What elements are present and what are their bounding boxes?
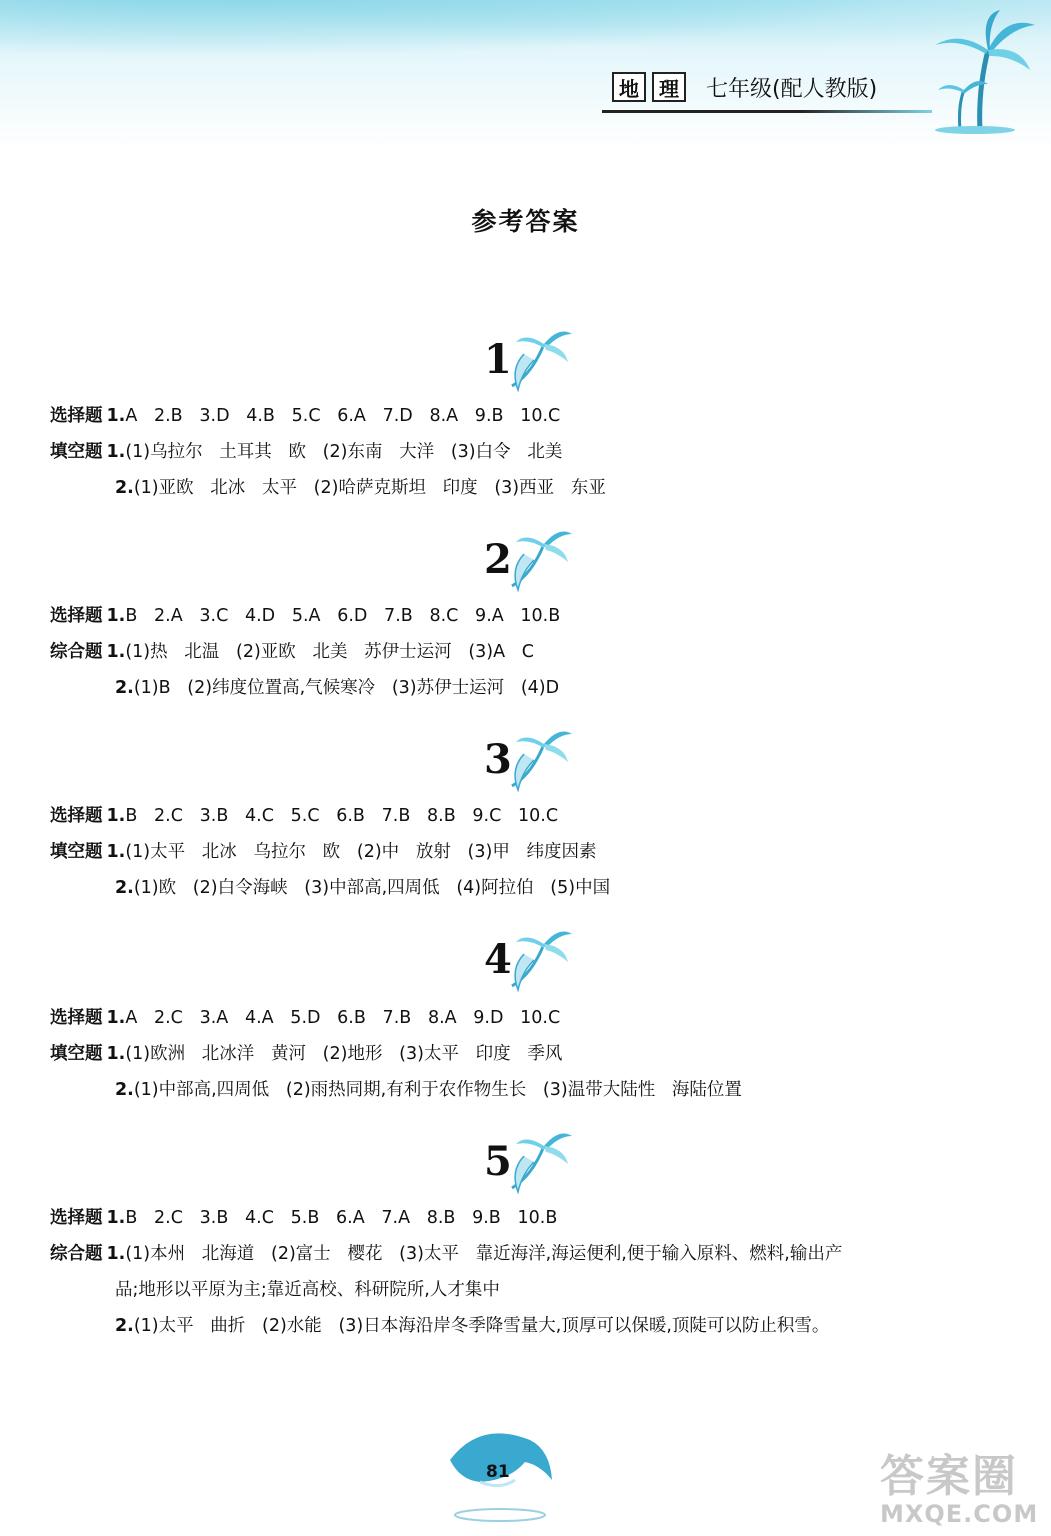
- answer-line: [115, 674, 559, 699]
- question-number: 2.: [115, 1316, 134, 1336]
- question-type: 选择题: [50, 806, 103, 826]
- question-number: 1.: [106, 1008, 126, 1028]
- question-type: 填空题: [50, 1044, 103, 1064]
- answer-text: (1)B (2)纬度位置高,气候寒冷 (3)苏伊士运河 (4)D: [133, 678, 560, 698]
- answer-text: (1)热 北温 (2)亚欧 北美 苏伊士运河 (3)A C: [125, 642, 535, 662]
- answer-line: [50, 1240, 842, 1265]
- answer-text: (1)乌拉尔 土耳其 欧 (2)东南 大洋 (3)白令 北美: [125, 442, 563, 462]
- watermark: [880, 1440, 1040, 1530]
- question-type: 选择题: [50, 606, 103, 626]
- page-title: 参考答案: [471, 207, 580, 236]
- answer-text: 品;地形以平原为主;靠近高校、科研院所,人才集中: [115, 1280, 500, 1300]
- answer-text: A 2.C 3.A 4.A 5.D 6.B 7.B 8.A 9.D 10.C: [125, 1008, 561, 1028]
- question-number: 1.: [106, 806, 126, 826]
- question-type: 选择题: [50, 1208, 103, 1228]
- unit-marker: [484, 730, 574, 790]
- palm-leaf-icon: [504, 1126, 574, 1200]
- question-type: 选择题: [50, 406, 103, 426]
- question-number: 1.: [106, 1244, 126, 1264]
- subject-box-2: 理: [652, 72, 686, 102]
- answer-text: B 2.C 3.B 4.C 5.C 6.B 7.B 8.B 9.C 10.C: [125, 806, 559, 826]
- unit-marker: [484, 330, 574, 390]
- answer-line: [50, 438, 562, 463]
- palm-leaf-icon: [504, 324, 574, 398]
- answer-line: [50, 638, 534, 663]
- unit-marker: [484, 530, 574, 590]
- answer-line: [115, 1276, 500, 1301]
- answer-line: [115, 1076, 742, 1101]
- answer-text: B 2.A 3.C 4.D 5.A 6.D 7.B 8.C 9.A 10.B: [125, 606, 561, 626]
- unit-number: 3: [484, 736, 512, 783]
- answer-line: [50, 838, 597, 863]
- answer-line: [50, 1204, 557, 1229]
- palm-tree-icon: [930, 10, 1040, 135]
- grade-label: 七年级(配人教版): [706, 77, 878, 102]
- answer-text: B 2.C 3.B 4.C 5.B 6.A 7.A 8.B 9.B 10.B: [125, 1208, 558, 1228]
- question-type: 综合题: [50, 1244, 103, 1264]
- answer-line: [50, 402, 560, 427]
- answer-line: [50, 602, 560, 627]
- question-type: 填空题: [50, 842, 103, 862]
- answer-line: [50, 1040, 562, 1065]
- question-number: 1.: [106, 642, 126, 662]
- question-type: 填空题: [50, 442, 103, 462]
- unit-number: 5: [484, 1138, 512, 1185]
- unit-number: 1: [484, 336, 512, 383]
- header-wave-decoration: [0, 0, 1051, 70]
- answer-text: (1)欧 (2)白令海峡 (3)中部高,四周低 (4)阿拉伯 (5)中国: [133, 878, 611, 898]
- question-number: 1.: [106, 442, 126, 462]
- question-number: 1.: [106, 1044, 126, 1064]
- header-underline: [602, 110, 932, 113]
- unit-marker: [484, 930, 574, 990]
- header-band: [0, 0, 1051, 150]
- answer-line: [115, 874, 610, 899]
- unit-number: 4: [484, 936, 512, 983]
- answer-line: [115, 474, 606, 499]
- watermark-top: 答案圈: [880, 1451, 1018, 1502]
- question-number: 1.: [106, 406, 126, 426]
- answer-text: (1)中部高,四周低 (2)雨热同期,有利于农作物生长 (3)温带大陆性 海陆位置: [133, 1080, 742, 1100]
- palm-leaf-icon: [504, 924, 574, 998]
- question-number: 2.: [115, 678, 134, 698]
- unit-number: 2: [484, 536, 512, 583]
- question-number: 2.: [115, 1080, 134, 1100]
- answer-line: [115, 1312, 829, 1337]
- question-number: 1.: [106, 842, 126, 862]
- watermark-bottom: MXQE.COM: [880, 1500, 1039, 1528]
- palm-leaf-icon: [504, 724, 574, 798]
- unit-marker: [484, 1132, 574, 1192]
- answer-text: (1)亚欧 北冰 太平 (2)哈萨克斯坦 印度 (3)西亚 东亚: [133, 478, 606, 498]
- answer-text: (1)本州 北海道 (2)富士 樱花 (3)太平 靠近海洋,海运便利,便于输入原料、燃料,输出产: [125, 1244, 843, 1264]
- answer-text: (1)太平 曲折 (2)水能 (3)日本海沿岸冬季降雪量大,顶厚可以保暖,顶陡可以防止积雪。: [133, 1316, 830, 1336]
- subject-box-1: 地: [612, 72, 646, 102]
- answer-line: [50, 1004, 560, 1029]
- question-number: 1.: [106, 606, 126, 626]
- answer-text: (1)太平 北冰 乌拉尔 欧 (2)中 放射 (3)甲 纬度因素: [125, 842, 597, 862]
- page-number: 81: [486, 1462, 510, 1482]
- question-type: 选择题: [50, 1008, 103, 1028]
- answer-line: [50, 802, 558, 827]
- answer-text: (1)欧洲 北冰洋 黄河 (2)地形 (3)太平 印度 季风: [125, 1044, 563, 1064]
- question-number: 2.: [115, 478, 134, 498]
- answer-text: A 2.B 3.D 4.B 5.C 6.A 7.D 8.A 9.B 10.C: [125, 406, 561, 426]
- palm-leaf-icon: [504, 524, 574, 598]
- question-number: 2.: [115, 878, 134, 898]
- question-number: 1.: [106, 1208, 126, 1228]
- question-type: 综合题: [50, 642, 103, 662]
